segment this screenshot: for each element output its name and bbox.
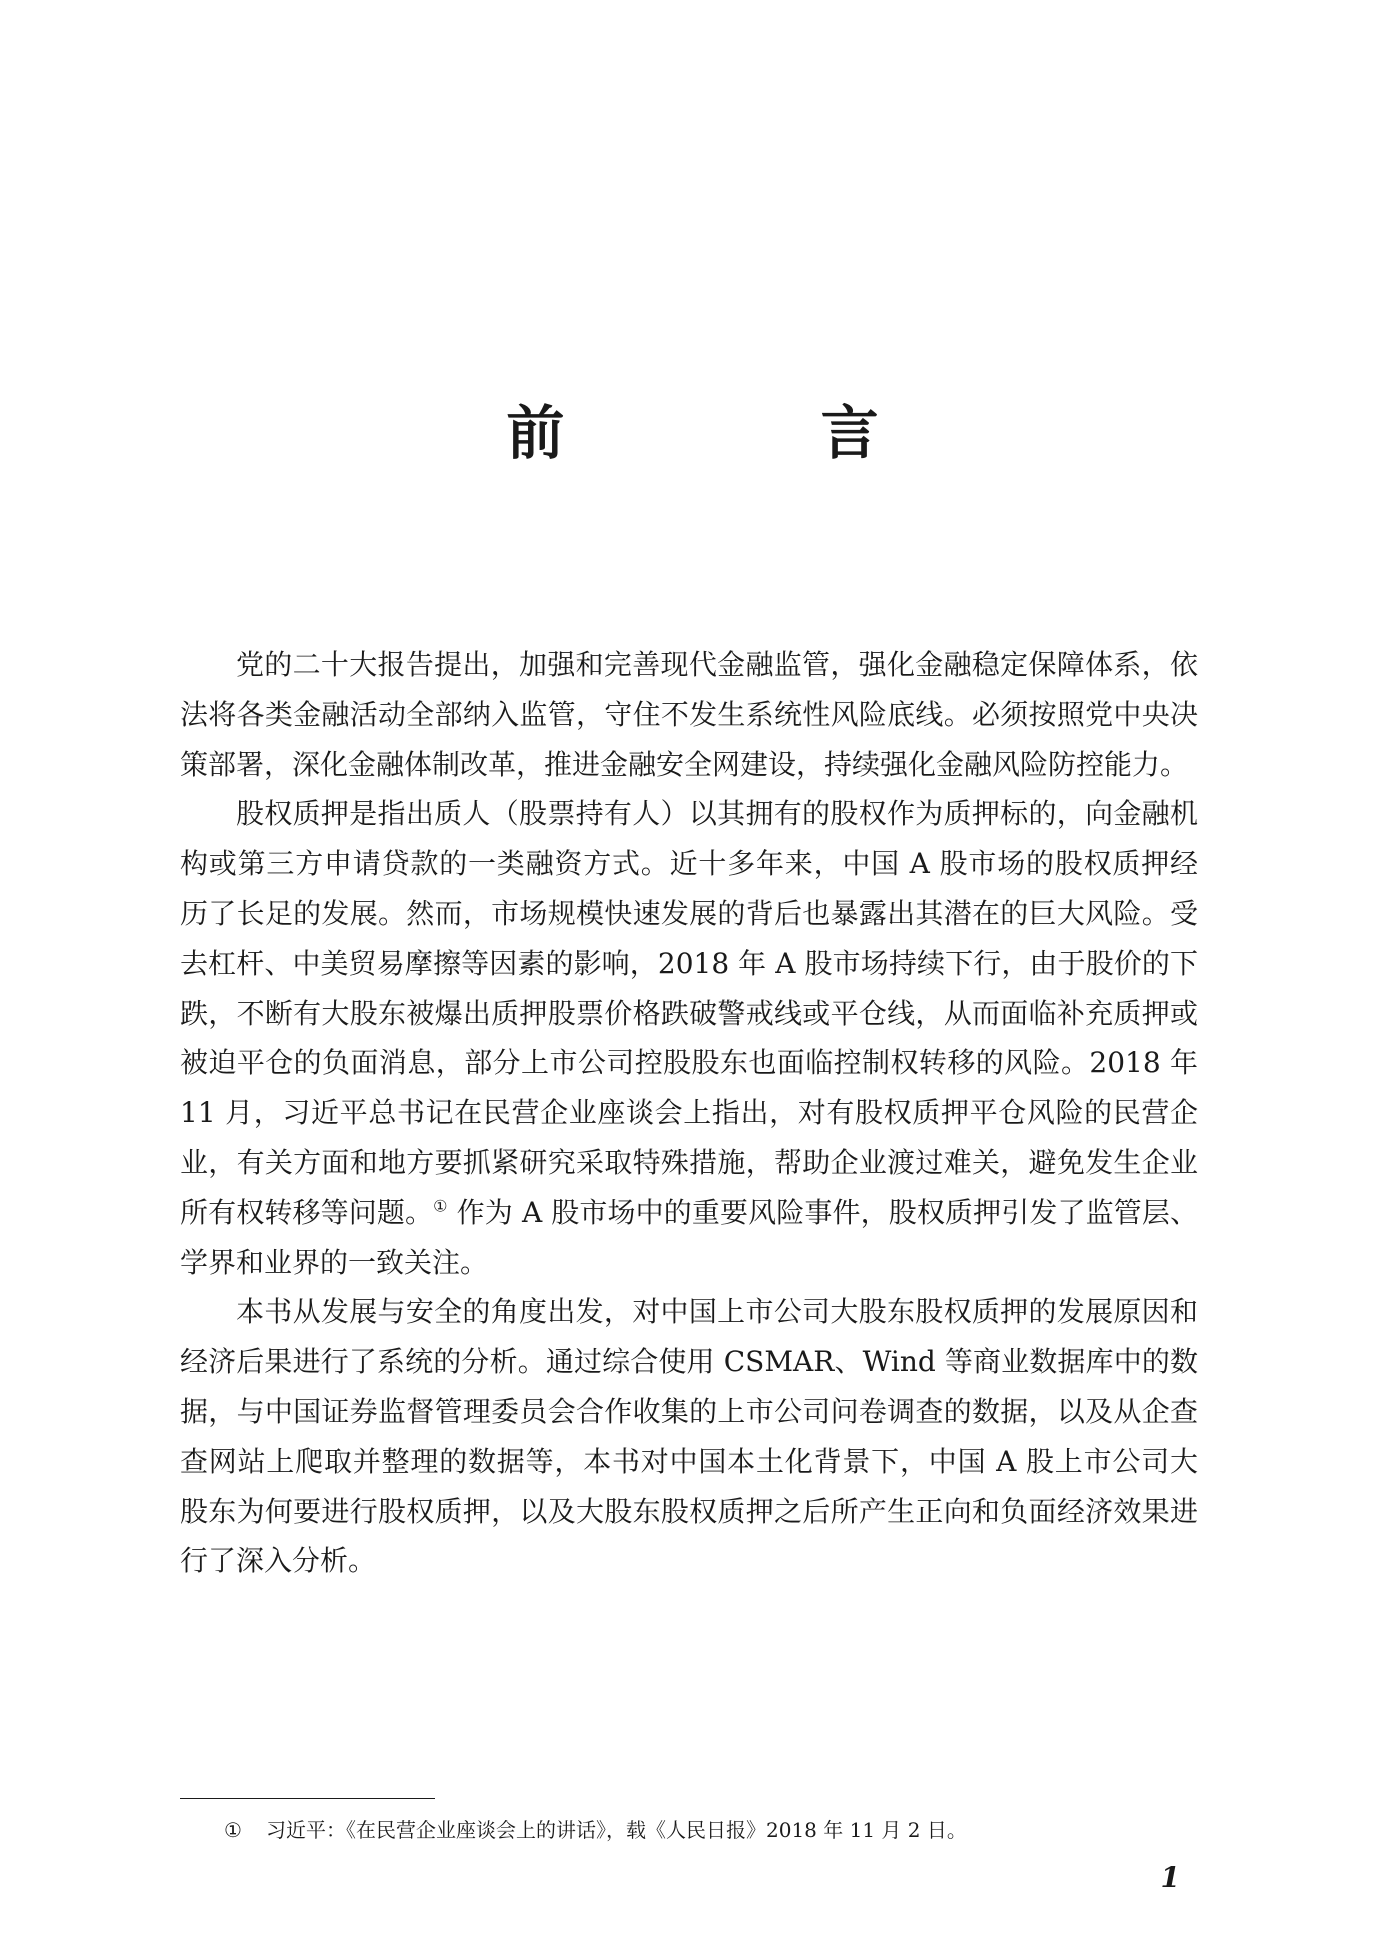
page-number: 1 xyxy=(1160,1861,1180,1894)
page-title: 前 言 xyxy=(506,399,997,467)
paragraph-text: 股权质押是指出质人（股票持有人）以其拥有的股权作为质押标的，向金融机构或第三方申请贷款的一类融资方式。近十多年来，中国 A 股市场的股权质押经历了长足的发展。然而，市场规模快速发展的背后也暴露出其潜在的巨大风险。受去杠杆、中美贸易摩擦等因素的影响，2018 年 A 股市场持续下行，由于股价的下跌，不断有大股东被爆出质押股票价格跌破警戒线或平仓线，从而面临补充质押或被迫平仓的负面消息，部分上市公司控股股东也面临控制权转移的风险。2018 年 11 月，习近平总书记在民营企业座谈会上指出，对有股权质押平仓风险的民营企业，有关方面和地方要抓紧研究采取特殊措施，帮助企业渡过难关，避免发生企业所有权转移等问题。 xyxy=(180,797,1198,1229)
footnote-reference[interactable]: ① xyxy=(433,1196,448,1216)
footnote-text: 习近平：《在民营企业座谈会上的讲话》，载《人民日报》2018 年 11 月 2 日。 xyxy=(266,1818,967,1842)
paragraph-2 xyxy=(180,789,1198,1287)
footnote xyxy=(224,1815,1184,1845)
footnote-divider xyxy=(180,1798,435,1799)
footnote-mark: ① xyxy=(224,1818,242,1842)
paragraph-text: 本书从发展与安全的角度出发，对中国上市公司大股东股权质押的发展原因和经济后果进行了系统的分析。通过综合使用 CSMAR、Wind 等商业数据库中的数据，与中国证券监督管理委员会合作收集的上市公司问卷调查的数据，以及从企查查网站上爬取并整理的数据等，本书对中国本土化背景下，中国 A 股上市公司大股东为何要进行股权质押，以及大股东股权质押之后所产生正向和负面经济效果进行了深入分析。 xyxy=(180,1295,1198,1578)
paragraph-1 xyxy=(180,640,1198,789)
paragraph-text: 党的二十大报告提出，加强和完善现代金融监管，强化金融稳定保障体系，依法将各类金融活动全部纳入监管，守住不发生系统性风险底线。必须按照党中央决策部署，深化金融体制改革，推进金融安全网建设，持续强化金融风险防控能力。 xyxy=(180,648,1198,781)
paragraph-3 xyxy=(180,1287,1198,1586)
paragraph-text-continued: 作为 A 股市场中的重要风险事件，股权质押引发了监管层、学界和业界的一致关注。 xyxy=(180,1195,1198,1279)
body-text xyxy=(180,640,1198,1586)
